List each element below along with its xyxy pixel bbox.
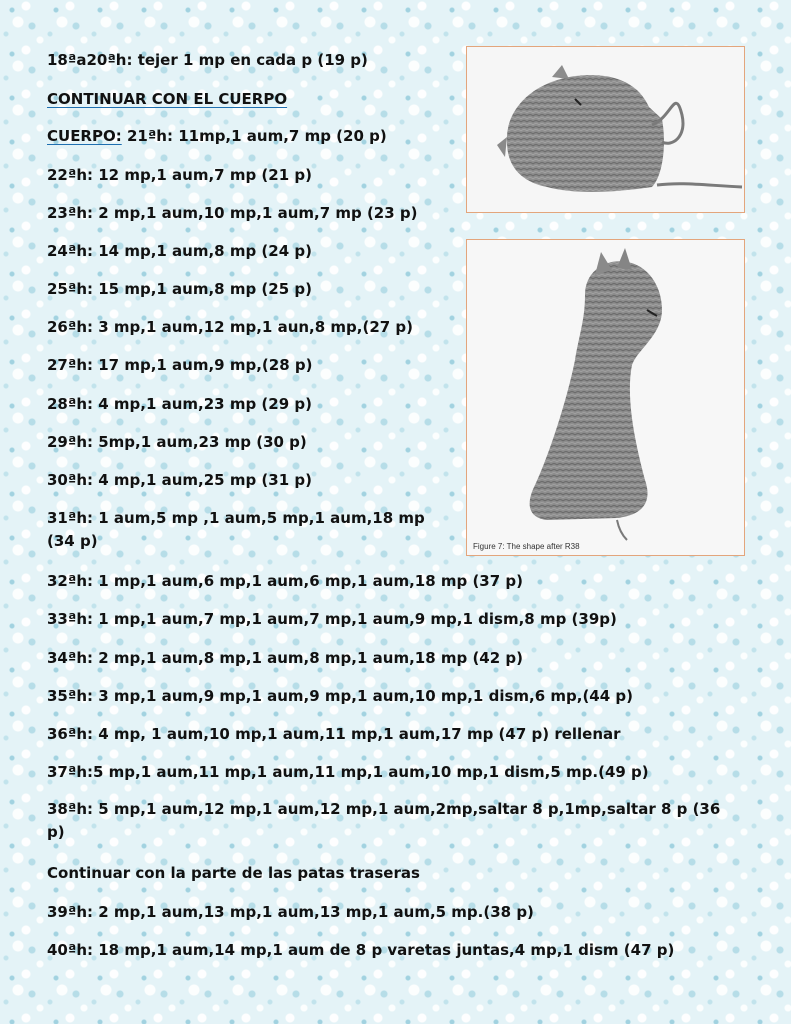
line-36: 36ªh: 4 mp, 1 aum,10 mp,1 aum,11 mp,1 aum,17 mp (47 p) rellenar [47,725,621,743]
line-34: 34ªh: 2 mp,1 aum,8 mp,1 aum,8 mp,1 aum,18 mp (42 p) [47,649,524,667]
line-24: 24ªh: 14 mp,1 aum,8 mp (24 p) [47,242,312,260]
figure-caption: Figure 7: The shape after R38 [473,542,580,551]
line-38: 38ªh: 5 mp,1 aum,12 mp,1 aum,12 mp,1 aum,2mp,saltar 8 p,1mp,saltar 8 p (36 p) [47,800,721,841]
head-photo [466,46,745,213]
line-33: 33ªh: 1 mp,1 aum,7 mp,1 aum,7 mp,1 aum,9 mp,1 dism,8 mp (39p) [47,610,617,628]
line-26: 26ªh: 3 mp,1 aum,12 mp,1 aun,8 mp,(27 p) [47,318,414,336]
line-23: 23ªh: 2 mp,1 aum,10 mp,1 aum,7 mp (23 p) [47,204,418,222]
line-40: 40ªh: 18 mp,1 aum,14 mp,1 aum de 8 p varetas juntas,4 mp,1 dism (47 p) [47,941,675,959]
crochet-head-image [467,47,744,212]
body-label: CUERPO: [47,127,122,145]
line-32: 32ªh: 1 mp,1 aum,6 mp,1 aum,6 mp,1 aum,18 mp (37 p) [47,572,524,590]
line-22: 22ªh: 12 mp,1 aum,7 mp (21 p) [47,166,312,184]
line-35: 35ªh: 3 mp,1 aum,9 mp,1 aum,9 mp,1 aum,10 mp,1 dism,6 mp,(44 p) [47,687,633,705]
section-heading: CONTINUAR CON EL CUERPO [47,90,288,108]
line-18-20: 18ªa20ªh: tejer 1 mp en cada p (19 p) [47,51,368,69]
line-30: 30ªh: 4 mp,1 aum,25 mp (31 p) [47,471,312,489]
line-25: 25ªh: 15 mp,1 aum,8 mp (25 p) [47,280,312,298]
line-39: 39ªh: 2 mp,1 aum,13 mp,1 aum,13 mp,1 aum,5 mp.(38 p) [47,903,534,921]
line-29: 29ªh: 5mp,1 aum,23 mp (30 p) [47,433,307,451]
crochet-body-image [467,240,744,555]
body-photo [466,239,745,556]
line-28: 28ªh: 4 mp,1 aum,23 mp (29 p) [47,395,312,413]
line-37: 37ªh:5 mp,1 aum,11 mp,1 aum,11 mp,1 aum,10 mp,1 dism,5 mp.(49 p) [47,763,649,781]
line-21 [47,125,387,147]
row-21-text: 21ªh: 11mp,1 aum,7 mp (20 p) [121,127,387,145]
hind-legs-note: Continuar con la parte de las patas traseras [47,864,420,882]
line-31: 31ªh: 1 aum,5 mp ,1 aum,5 mp,1 aum,18 mp (34 p) [47,509,425,550]
line-27: 27ªh: 17 mp,1 aum,9 mp,(28 p) [47,356,313,374]
